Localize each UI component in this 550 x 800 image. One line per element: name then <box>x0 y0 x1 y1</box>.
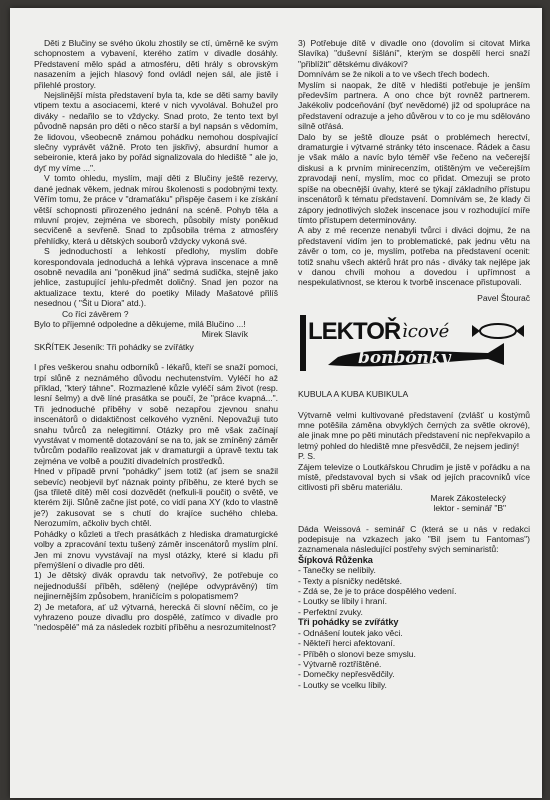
logo-script: ìcové <box>402 321 450 343</box>
candy-wrapper-left-icon <box>472 325 480 337</box>
paragraph: 1) Je dětský divák opravdu tak netvořivý, že potřebuje co nejjednodušší příběh, sdělený (nejlépe odvyprávěný) tím nejjinernějším způsobem, hraničícím s polopatismem? <box>34 570 278 602</box>
paragraph: Domnívám se že nikoli a to ve všech třech bodech. <box>298 69 490 80</box>
list-item: - Zdá se, že je to práce dospělého vedení. <box>298 586 457 597</box>
left-column <box>34 38 278 633</box>
list-item: - Texty a písničky nedětské. <box>298 575 403 586</box>
paragraph: Hned v případě první "pohádky" jsem totiž (ať jsem se snažil sebevíc) neobjevil byť náznak pointy příběhu, ze které bych se (jsa třiletě dítě) měl cosi dozvědět (nefkuli-li poučit) o světě, ve kterém žiji. Slůně začne jíst poté, co vidí pana XY (kdo to vlastně je?) zakusovat se s chutí do krajíce suchého chleba. Nerozumím, ačkoliv bych chtěl. <box>34 466 278 529</box>
list-item: - Odnášení loutek jako věci. <box>298 627 403 638</box>
paragraph: Myslím si naopak, že dítě v hledišti potřebuje je jenším především partnera. A ono chce být rovněž partnerem. Jakékoliv podceňování (byť nevědomé) již od spolupráce na představení odrazuje a jeho důvěrou v to co je mu sdělováno silně otřásá. <box>298 79 530 132</box>
list-title: Tři pohádky se zvířátky <box>298 617 399 628</box>
paragraph: Dáda Weissová - seminář C (která se u nás v redakci podepisuje na vzkazech jako "Bil jsem tu Fantomas") zaznamenala následující postřehy svých seminaristů: <box>298 523 530 555</box>
list-item: - Domečky nepřesvědčily. <box>298 669 395 680</box>
closing-line: Bylo to příjemné odpoledne a děkujeme, milá Blučino ...! <box>34 318 246 329</box>
author-signature: Pavel Štourač <box>477 292 530 303</box>
paragraph: V tomto ohledu, myslím, mají děti z Blučiny ještě rezervy, dané jednak věkem, jednak mírou školenosti s podobnými texty. Věřím tomu, že práce v "dramaťáku" přispěje časem i ke získání větší schopnosti přirozeného jednání na scéně. Pohyb těla a mluvní projev, zejména ve sborech, působily místy poněkud secvičeně a sevřeně. Snad to způsobila tréma z atmosféry přehlídky, která u dětských souborů vždycky vykoná své. <box>34 173 278 246</box>
author-role: lektor - seminář "B" <box>433 503 506 514</box>
paragraph: Nejslinější místa představení byla ta, kde se děti samy bavily vtipem textu a asociacemi, které v nich vyvolával. Bohužel pro diváky - nedařilo se to vždycky. Snad proto, že tento text byl původně napsán pro děti o něco starší a byl napsán s vědomím, že lidovou, všeobecně známou pohádku nemohou dospívající slečny vyprávět vážně. Proto ten jiskřivý, absurdní humor a sebeironie, která jako by pořád signalizovala do hlediště " ale jo, dyť my víme ...". <box>34 90 278 173</box>
paragraph: Děti z Blučiny se svého úkolu zhostily se ctí, úměrně ke svým schopnostem a vybavení, kterého zatím v divadle dosáhly. Představení mělo spád a atmosféru, děti hrály s obrovským nasazením a jejich hlasový fond ovládl nejen sál, ale jistě i přilehlé prostory. <box>34 38 278 90</box>
paragraph: Zájem televize o Loutkářskou Chrudim je jistě v pořádku a na místě, představoval bych si však od jejích pracovníků více citlivosti při sběru materiálu. <box>298 461 530 493</box>
paragraph: A aby z mé recenze nenabyli tvůrci i diváci dojmu, že na představení vidím jen to problematické, pak jednu větu na závěr o tom, co je, myslím, potřeba na představení ocenit: totiž snahu všech aktérů hrát pro nás - diváky tak nejlépe jak v danou chvíli mohou a dovedou i upřímnost a nespekulativnost, se kterou k tvorbě inscenace přistupovali. <box>298 225 530 288</box>
postscript-label: P. S. <box>298 451 316 462</box>
observation-list <box>298 628 530 690</box>
paragraph: 3) Potřebuje dítě v divadle ono (dovolím si citovat Mirka Slavíka) "duševní šišlání", kterým se dospělí herci snaží "přiblížit" dětskému divákovi? <box>298 38 530 69</box>
logo-graphic <box>298 313 530 375</box>
author-signature: Mirek Slavík <box>201 329 248 340</box>
logo-subtitle: bonbónky <box>358 348 451 369</box>
paragraph: 2) Je metafora, ať už výtvarná, herecká či slovní něčím, co je vyhrazeno pouze divadlu pro dospělé, zatímco v divadle pro "nedospělé" má za následek rozbití příběhu a nesrozumitelnost? <box>34 601 278 633</box>
list-item: - Někteří herci afektovaní. <box>298 638 396 649</box>
candy-icon <box>480 324 516 338</box>
list-item: - Příběh o slonovi beze smyslu. <box>298 648 416 659</box>
list-item: - Tanečky se nelíbily. <box>298 565 376 576</box>
list-item: - Výtvarně roztříštěné. <box>298 658 382 669</box>
review-heading: KUBULA A KUBA KUBIKULA <box>298 389 409 400</box>
paragraph: Dalo by se ještě dlouze psát o problémech herectví, dramaturgie i výtvarné stránky této inscenace. Řádek a času je však málo a navíc bylo téměř vše řečeno na večerejší diskusi a k prvním minirecenzím, otištěným ve večerejším zpravodaji není, myslím, moc co přidat. Omezuji se proto spíše na obecnější úvahy, které se týkají základního přístupu inscenátorů k tématu představení. Domnívám se, že klady či zápory jednotlivých složek inscenace jsou v rozhodující míře tímto přístupem determinovány. <box>298 131 530 225</box>
paragraph: I přes veškerou snahu odborníků - lékařů, kteří se snaží pomoci, trpí slůně z neznámého důvodu nechutenstvím. Vyléčí ho až příklad, "který táhne". Rozmazlené kůzle vyléčí sám život (resp. lesní šelmy) a dvě líné prasátka se poučí, že "práce kvapná...". Tři jednoduché příběhy v sobě nezapřou zjevnou snahu inscenátorů o didaktičnost celkového vyznění. Nepovažuji tuto snahu tvůrců za nelegitimní. Otázky pro mě však začínají vyvstávat v momentě dotazování se na to, jak se zmíněný záměr tvůrcům podařilo realizovat jak v dramaturgii a úpravě textu tak zejména ve volbě a použití divadelních prostředků. <box>34 362 278 466</box>
list-title: Šípková Růženka <box>298 554 373 565</box>
magazine-page <box>10 8 542 798</box>
list-item: - Perfektní zvuky. <box>298 606 363 617</box>
list-item: - Loutky se vcelku líbily. <box>298 679 387 690</box>
list-item: - Loutky se líbily i hraní. <box>298 596 387 607</box>
paragraph: Výtvarně velmi kultivované představení (zvlášť u kostýmů mne potěšila záměna obvyklých černých za světle okrové), ale jinak mne po pěti minutách představení nic nepřekvapilo a letmý pohled do hlediště mne přesvědčil, že nejsem jediný! <box>298 409 530 451</box>
question-line: Co říci závěrem ? <box>62 308 129 319</box>
logo-title: LEKTOŘ <box>308 318 401 346</box>
paragraph: S jednoduchostí a lehkostí předlohy, myslím dobře korespondovala jednoduchá a lehká výprava inscenace a mně osobně nevadila ani "poněkud jiná" sedmá sudička, stejně jako jehlice, zastupující jehlu-předmět doličný. Snad jen pozor na aktualizace textu, které do poetiky Milady Mašatové přilíš nesednou ( "Šit u Diora" atd.). <box>34 246 278 309</box>
candy-wrapper-right-icon <box>516 325 524 337</box>
right-column <box>298 38 530 690</box>
author-signature: Marek Zákostelecký <box>430 492 506 503</box>
review-heading: SKŘÍTEK Jeseník: Tři pohádky se zvířátky <box>34 341 194 352</box>
observation-list <box>298 565 530 617</box>
paragraph: Pohádky o kůzleti a třech prasátkách z hlediska dramaturgické volby a zpracování textu tušený záměr inscenátorů myslím plní. Jen mi znovu vyvstávají na mysl otázky, které si kladu při přemýšlení o divadle pro děti. <box>34 528 278 570</box>
lektorske-bonbonky-logo <box>298 313 530 375</box>
